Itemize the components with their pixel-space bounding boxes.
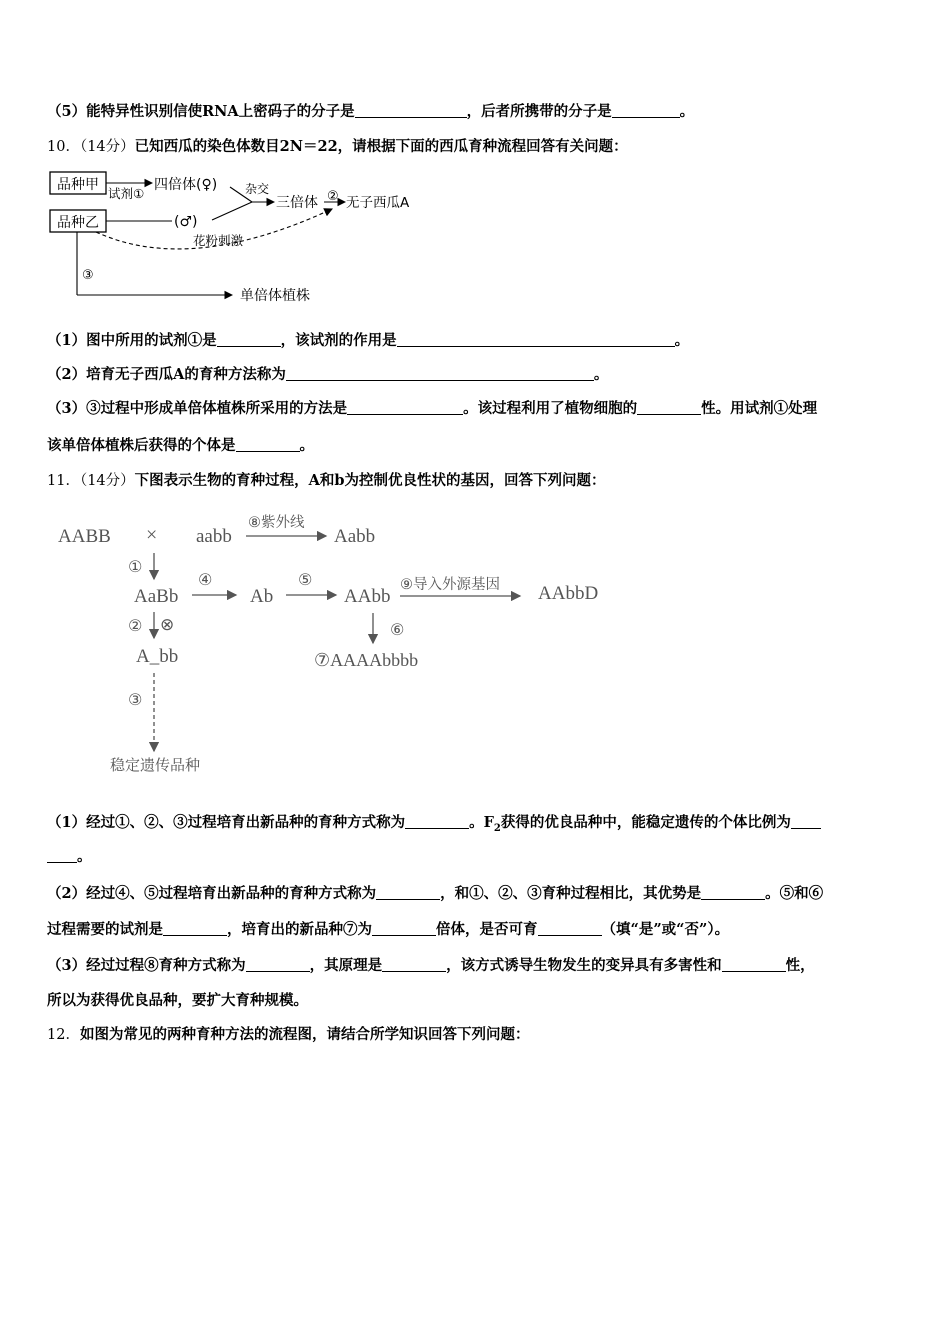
haploid-label: 单倍体植株	[240, 288, 310, 304]
genotype-Ab: Ab	[250, 586, 274, 607]
variety-b-label: 品种乙	[57, 215, 99, 231]
q11-part1-cont: 。	[47, 847, 92, 867]
answer-blank[interactable]	[236, 437, 300, 452]
breeding-process-diagram	[50, 505, 630, 785]
answer-blank[interactable]	[637, 400, 701, 415]
genotype-AAAAbbbb: ⑦AAAAbbbb	[314, 650, 419, 670]
step2-label: ②	[327, 189, 339, 204]
q12-stem: 12．如图为常见的两种育种方法的流程图，请结合所学知识回答下列问题：	[47, 1026, 530, 1043]
variety-a-label: 品种甲	[57, 177, 99, 193]
answer-blank[interactable]	[405, 814, 469, 829]
answer-blank[interactable]	[382, 957, 446, 972]
answer-blank-cont[interactable]	[47, 848, 77, 863]
step5-label: ⑤	[298, 570, 313, 589]
step3-label: ③	[82, 268, 94, 283]
stable-variety-label: 稳定遗传品种	[110, 756, 201, 774]
q10-part1: （1）图中所用的试剂①是 ，该试剂的作用是 。	[47, 332, 690, 349]
step3-label: ③	[128, 690, 143, 709]
answer-blank[interactable]	[355, 103, 467, 118]
q10-part2: （2）培育无子西瓜A的育种方法称为 。	[47, 366, 609, 383]
step9-label: ⑨导入外源基因	[400, 577, 500, 593]
cross-line-bottom	[212, 202, 252, 220]
q10-stem: 10．（14分）已知西瓜的染色体数目2N＝22，请根据下面的西瓜育种流程回答有关问题：	[47, 138, 628, 155]
answer-blank[interactable]	[376, 885, 440, 900]
answer-blank[interactable]	[217, 332, 281, 347]
q11-part3-cont: 所以为获得优良品种，要扩大育种规模。	[47, 992, 308, 1009]
answer-blank[interactable]	[246, 957, 310, 972]
answer-blank[interactable]	[538, 921, 602, 936]
genotype-A_bb: A_bb	[136, 646, 179, 667]
q11-stem: 11．（14分）下图表示生物的育种过程，A和b为控制优良性状的基因，回答下列问题：	[47, 472, 606, 489]
answer-blank[interactable]	[701, 885, 765, 900]
cross-label: 杂交	[245, 182, 270, 196]
step6-label: ⑥	[390, 620, 405, 639]
answer-blank[interactable]	[347, 400, 463, 415]
genotype-aabb: aabb	[196, 526, 232, 547]
step4-label: ④	[198, 570, 213, 589]
genotype-AABB: AABB	[58, 526, 111, 547]
q11-part2: （2）经过④、⑤过程培育出新品种的育种方式称为 ，和①、②、③育种过程相比，其优势是 。⑤和⑥	[47, 885, 824, 902]
q11-part1: （1）经过①、②、③过程培育出新品种的育种方式称为 。$F_2$获得的优良品种中，能稳定遗传的个体比例为	[47, 813, 821, 839]
genotype-Aabb: Aabb	[334, 526, 376, 547]
genotype-AaBb: AaBb	[134, 586, 179, 607]
answer-blank[interactable]	[286, 366, 594, 381]
q10-part3-cont: 该单倍体植株后获得的个体是 。	[47, 437, 314, 454]
watermelon-breeding-diagram	[40, 165, 460, 315]
genotype-AAbbD: AAbbD	[538, 583, 599, 604]
step1-label: ①	[128, 557, 143, 576]
seedless-label: 无子西瓜A	[346, 195, 410, 211]
reagent-label: 试剂①	[108, 186, 145, 201]
q9-part5: （5）能特异性识别信使RNA上密码子的分子是 ，后者所携带的分子是 。	[47, 103, 695, 120]
triploid-label: 三倍体	[276, 195, 318, 211]
male-label: (♂)	[174, 214, 198, 230]
tetraploid-label: 四倍体(♀)	[154, 177, 218, 193]
uv-step-label: ⑧紫外线	[248, 515, 305, 531]
genotype-AAbb: AAbb	[344, 586, 391, 607]
answer-blank[interactable]	[372, 921, 436, 936]
answer-blank[interactable]	[791, 814, 821, 829]
cross-symbol: ×	[146, 524, 158, 546]
q11-part2-cont: 过程需要的试剂是 ，培育出的新品种⑦为 倍体，是否可育 （填“是”或“否”）。	[47, 921, 730, 938]
pollen-label: 花粉刺激	[193, 233, 244, 248]
q11-part3: （3）经过过程⑧育种方式称为 ，其原理是 ，该方式诱导生物发生的变异具有多害性和 性，	[47, 957, 815, 974]
answer-blank[interactable]	[612, 103, 680, 118]
answer-blank[interactable]	[722, 957, 786, 972]
answer-blank[interactable]	[163, 921, 227, 936]
step2-label: ②	[128, 616, 143, 635]
answer-blank[interactable]	[397, 332, 675, 347]
q10-part3: （3）③过程中形成单倍体植株所采用的方法是 。该过程利用了植物细胞的 性。用试剂①处理	[47, 400, 818, 417]
selfing-icon: ⊗	[160, 615, 175, 635]
